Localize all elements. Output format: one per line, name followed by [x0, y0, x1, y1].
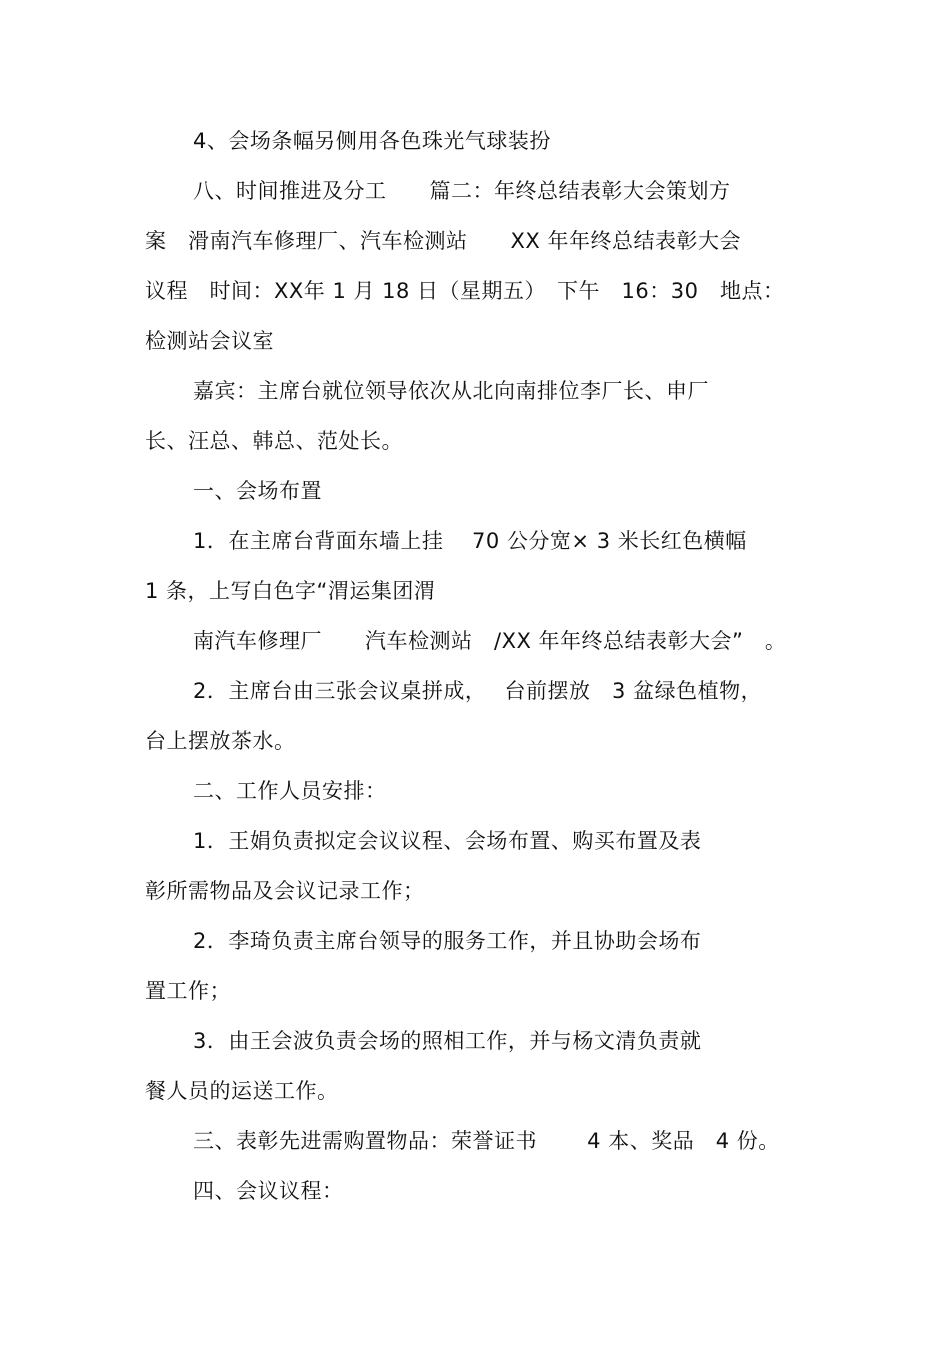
text-line-8: 一、会场布置: [193, 479, 322, 503]
text-line-18: 置工作；: [145, 979, 231, 1003]
text-line-12: 2．主席台由三张会议桌拼成， 台前摆放 3 盆绿色植物，: [193, 679, 763, 703]
text-line-19: 3．由王会波负责会场的照相工作，并与杨文清负责就: [193, 1029, 702, 1053]
text-line-7: 长、汪总、韩总、范处长。: [145, 429, 403, 453]
text-line-22: 四、会议议程：: [193, 1179, 344, 1203]
text-line-9: 1．在主席台背面东墙上挂 70 公分宽× 3 米长红色横幅: [193, 529, 747, 553]
text-line-17: 2．李琦负责主席台领导的服务工作，并且协助会场布: [193, 929, 702, 953]
text-line-10: 1 条，上写白色字“渭运集团渭: [145, 579, 436, 603]
text-line-4: 议程 时间：XX年 1 月 18 日（星期五） 下午 16：30 地点：: [145, 279, 785, 303]
text-line-21: 三、表彰先进需购置物品：荣誉证书 4 本、奖品 4 份。: [193, 1129, 780, 1153]
text-line-11: 南汽车修理厂 汽车检测站 /XX 年年终总结表彰大会” 。: [193, 629, 787, 653]
text-line-2: 八、时间推进及分工 篇二：年终总结表彰大会策划方: [193, 179, 731, 203]
text-line-15: 1．王娟负责拟定会议议程、会场布置、购买布置及表: [193, 829, 702, 853]
text-line-16: 彰所需物品及会议记录工作；: [145, 879, 425, 903]
text-line-6: 嘉宾：主席台就位领导依次从北向南排位李厂长、申厂: [193, 379, 709, 403]
text-line-20: 餐人员的运送工作。: [145, 1079, 339, 1103]
text-line-3: 案 滑南汽车修理厂、汽车检测站 XX 年年终总结表彰大会: [145, 229, 741, 253]
text-line-5: 检测站会议室: [145, 329, 274, 353]
text-line-14: 二、工作人员安排：: [193, 779, 387, 803]
text-line-1: 4、会场条幅另侧用各色珠光气球装扮: [193, 129, 551, 153]
text-line-13: 台上摆放茶水。: [145, 729, 296, 753]
